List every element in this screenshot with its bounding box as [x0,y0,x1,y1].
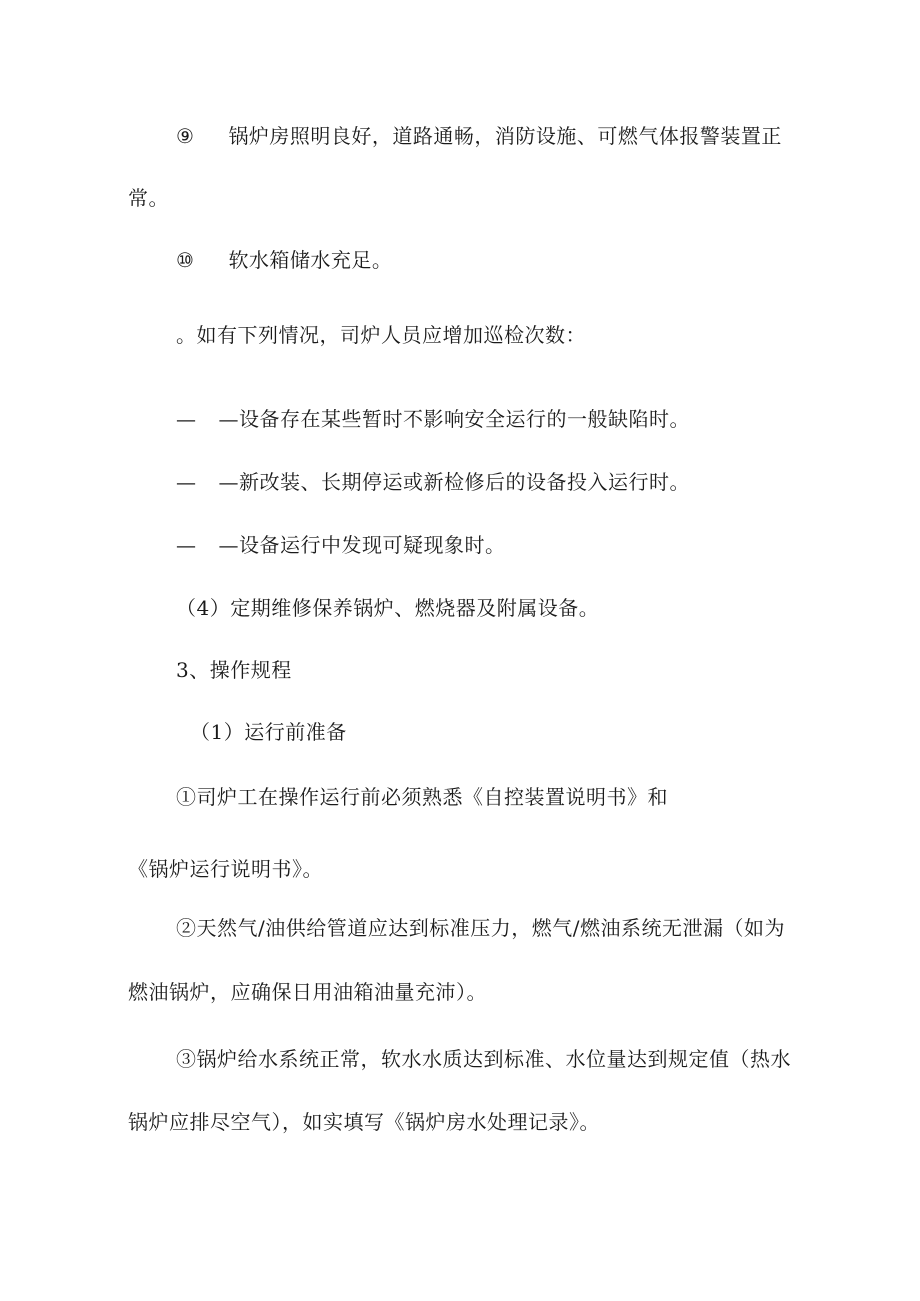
subsection-heading [190,718,347,746]
list-marker: — [176,470,197,494]
line-text: 。如有下列情况，司炉人员应增加巡检次数： [176,323,586,347]
line-text: 锅炉房照明良好，道路通畅，消防设施、可燃气体报警装置正 [228,124,782,148]
list-marker: ⑩ [176,248,195,272]
line-text: —设备存在某些暂时不影响安全运行的一般缺陷时。 [218,407,690,431]
list-marker: — [176,407,197,431]
paragraph-line [176,246,392,274]
paragraph-line [176,594,599,622]
line-text: 软水箱储水充足。 [228,248,393,272]
paragraph-line [176,914,785,942]
section-heading [176,656,292,684]
paragraph-line [128,855,323,883]
paragraph-line [176,122,782,150]
paragraph-line [176,1045,791,1073]
paragraph-line [176,468,690,496]
paragraph-line [176,321,586,349]
paragraph-line [176,405,690,433]
line-text: —设备运行中发现可疑现象时。 [218,533,506,557]
line-text: 锅炉应排尽空气），如实填写《锅炉房水处理记录》。 [128,1110,600,1134]
line-text: 燃油锅炉，应确保日用油箱油量充沛）。 [128,980,487,1004]
line-text: —新改装、长期停运或新检修后的设备投入运行时。 [218,470,690,494]
line-text: ①司炉工在操作运行前必须熟悉《自控装置说明书》和 [176,785,668,809]
line-text: ②天然气/油供给管道应达到标准压力，燃气/燃油系统无泄漏（如为 [176,916,785,940]
paragraph-line [128,978,487,1006]
paragraph-line [176,531,506,559]
paragraph-line [128,184,169,212]
line-text: 3、操作规程 [176,658,292,682]
line-text: （4）定期维修保养锅炉、燃烧器及附属设备。 [176,596,600,620]
line-text: 常。 [128,186,169,210]
list-marker: — [176,533,197,557]
list-marker: ⑨ [176,124,195,148]
line-text: 《锅炉运行说明书》。 [128,857,323,881]
paragraph-line [128,1108,600,1136]
paragraph-line [176,783,668,811]
line-text: （1）运行前准备 [190,720,347,744]
line-text: ③锅炉给水系统正常，软水水质达到标准、水位量达到规定值（热水 [176,1047,791,1071]
